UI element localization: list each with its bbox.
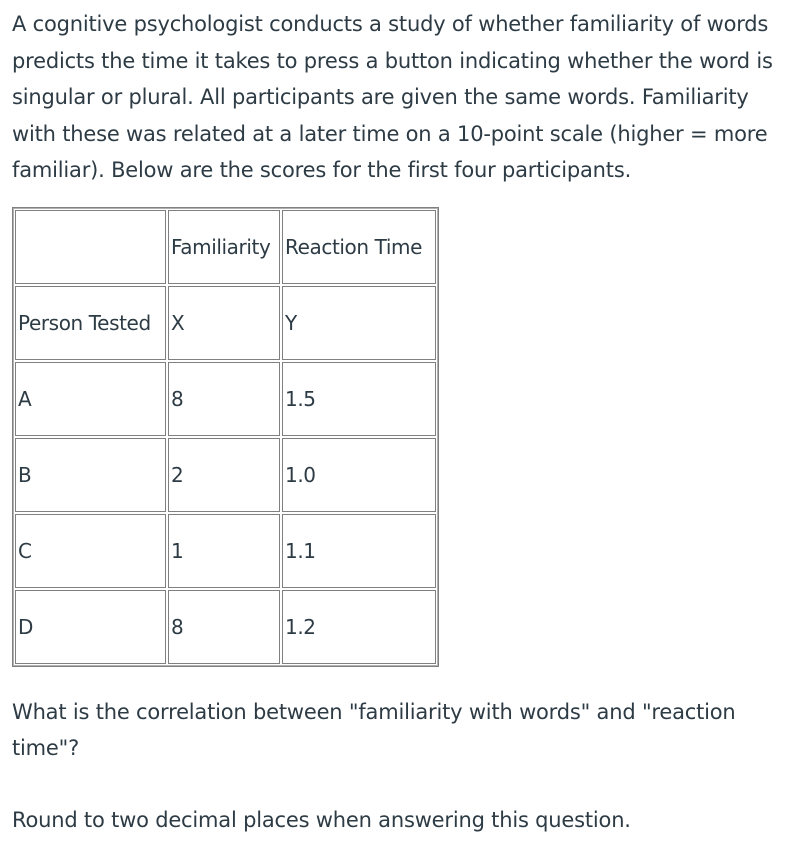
table-cell-person: D — [15, 590, 166, 664]
intro-paragraph: A cognitive psychologist conducts a study of whether familiarity of words predicts the time it takes to press a button indicating whether the word is singular or plural. All participants are given the same words. Familiarity with these was related at a later time on a 10-point scale (higher = more familiar). Below are the scores for the first four participants. — [12, 12, 773, 182]
scores-table — [12, 207, 439, 667]
question-text: What is the correlation between "familiarity with words" and "reaction time"? — [12, 700, 736, 760]
table-header-familiarity: Familiarity — [168, 210, 280, 284]
table-subheader-person-tested: Person Tested — [15, 286, 166, 360]
table-subheader-row — [15, 286, 436, 360]
table-cell-y: 1.5 — [282, 362, 436, 436]
table-header-row — [15, 210, 436, 284]
table-row — [15, 362, 436, 436]
table-subheader-x: X — [168, 286, 280, 360]
table-cell-x: 8 — [168, 590, 280, 664]
table-cell-x: 8 — [168, 362, 280, 436]
table-cell-y: 1.2 — [282, 590, 436, 664]
table-cell-person: B — [15, 438, 166, 512]
table-subheader-y: Y — [282, 286, 436, 360]
table-cell-person: A — [15, 362, 166, 436]
table-row — [15, 438, 436, 512]
table-cell-person: C — [15, 514, 166, 588]
table-cell — [15, 210, 166, 284]
table-cell-y: 1.1 — [282, 514, 436, 588]
table-cell-x: 2 — [168, 438, 280, 512]
table-row — [15, 514, 436, 588]
instruction-text: Round to two decimal places when answering this question. — [12, 808, 631, 832]
table-header-reaction-time: Reaction Time — [282, 210, 436, 284]
table-row — [15, 590, 436, 664]
table-cell-x: 1 — [168, 514, 280, 588]
table-cell-y: 1.0 — [282, 438, 436, 512]
